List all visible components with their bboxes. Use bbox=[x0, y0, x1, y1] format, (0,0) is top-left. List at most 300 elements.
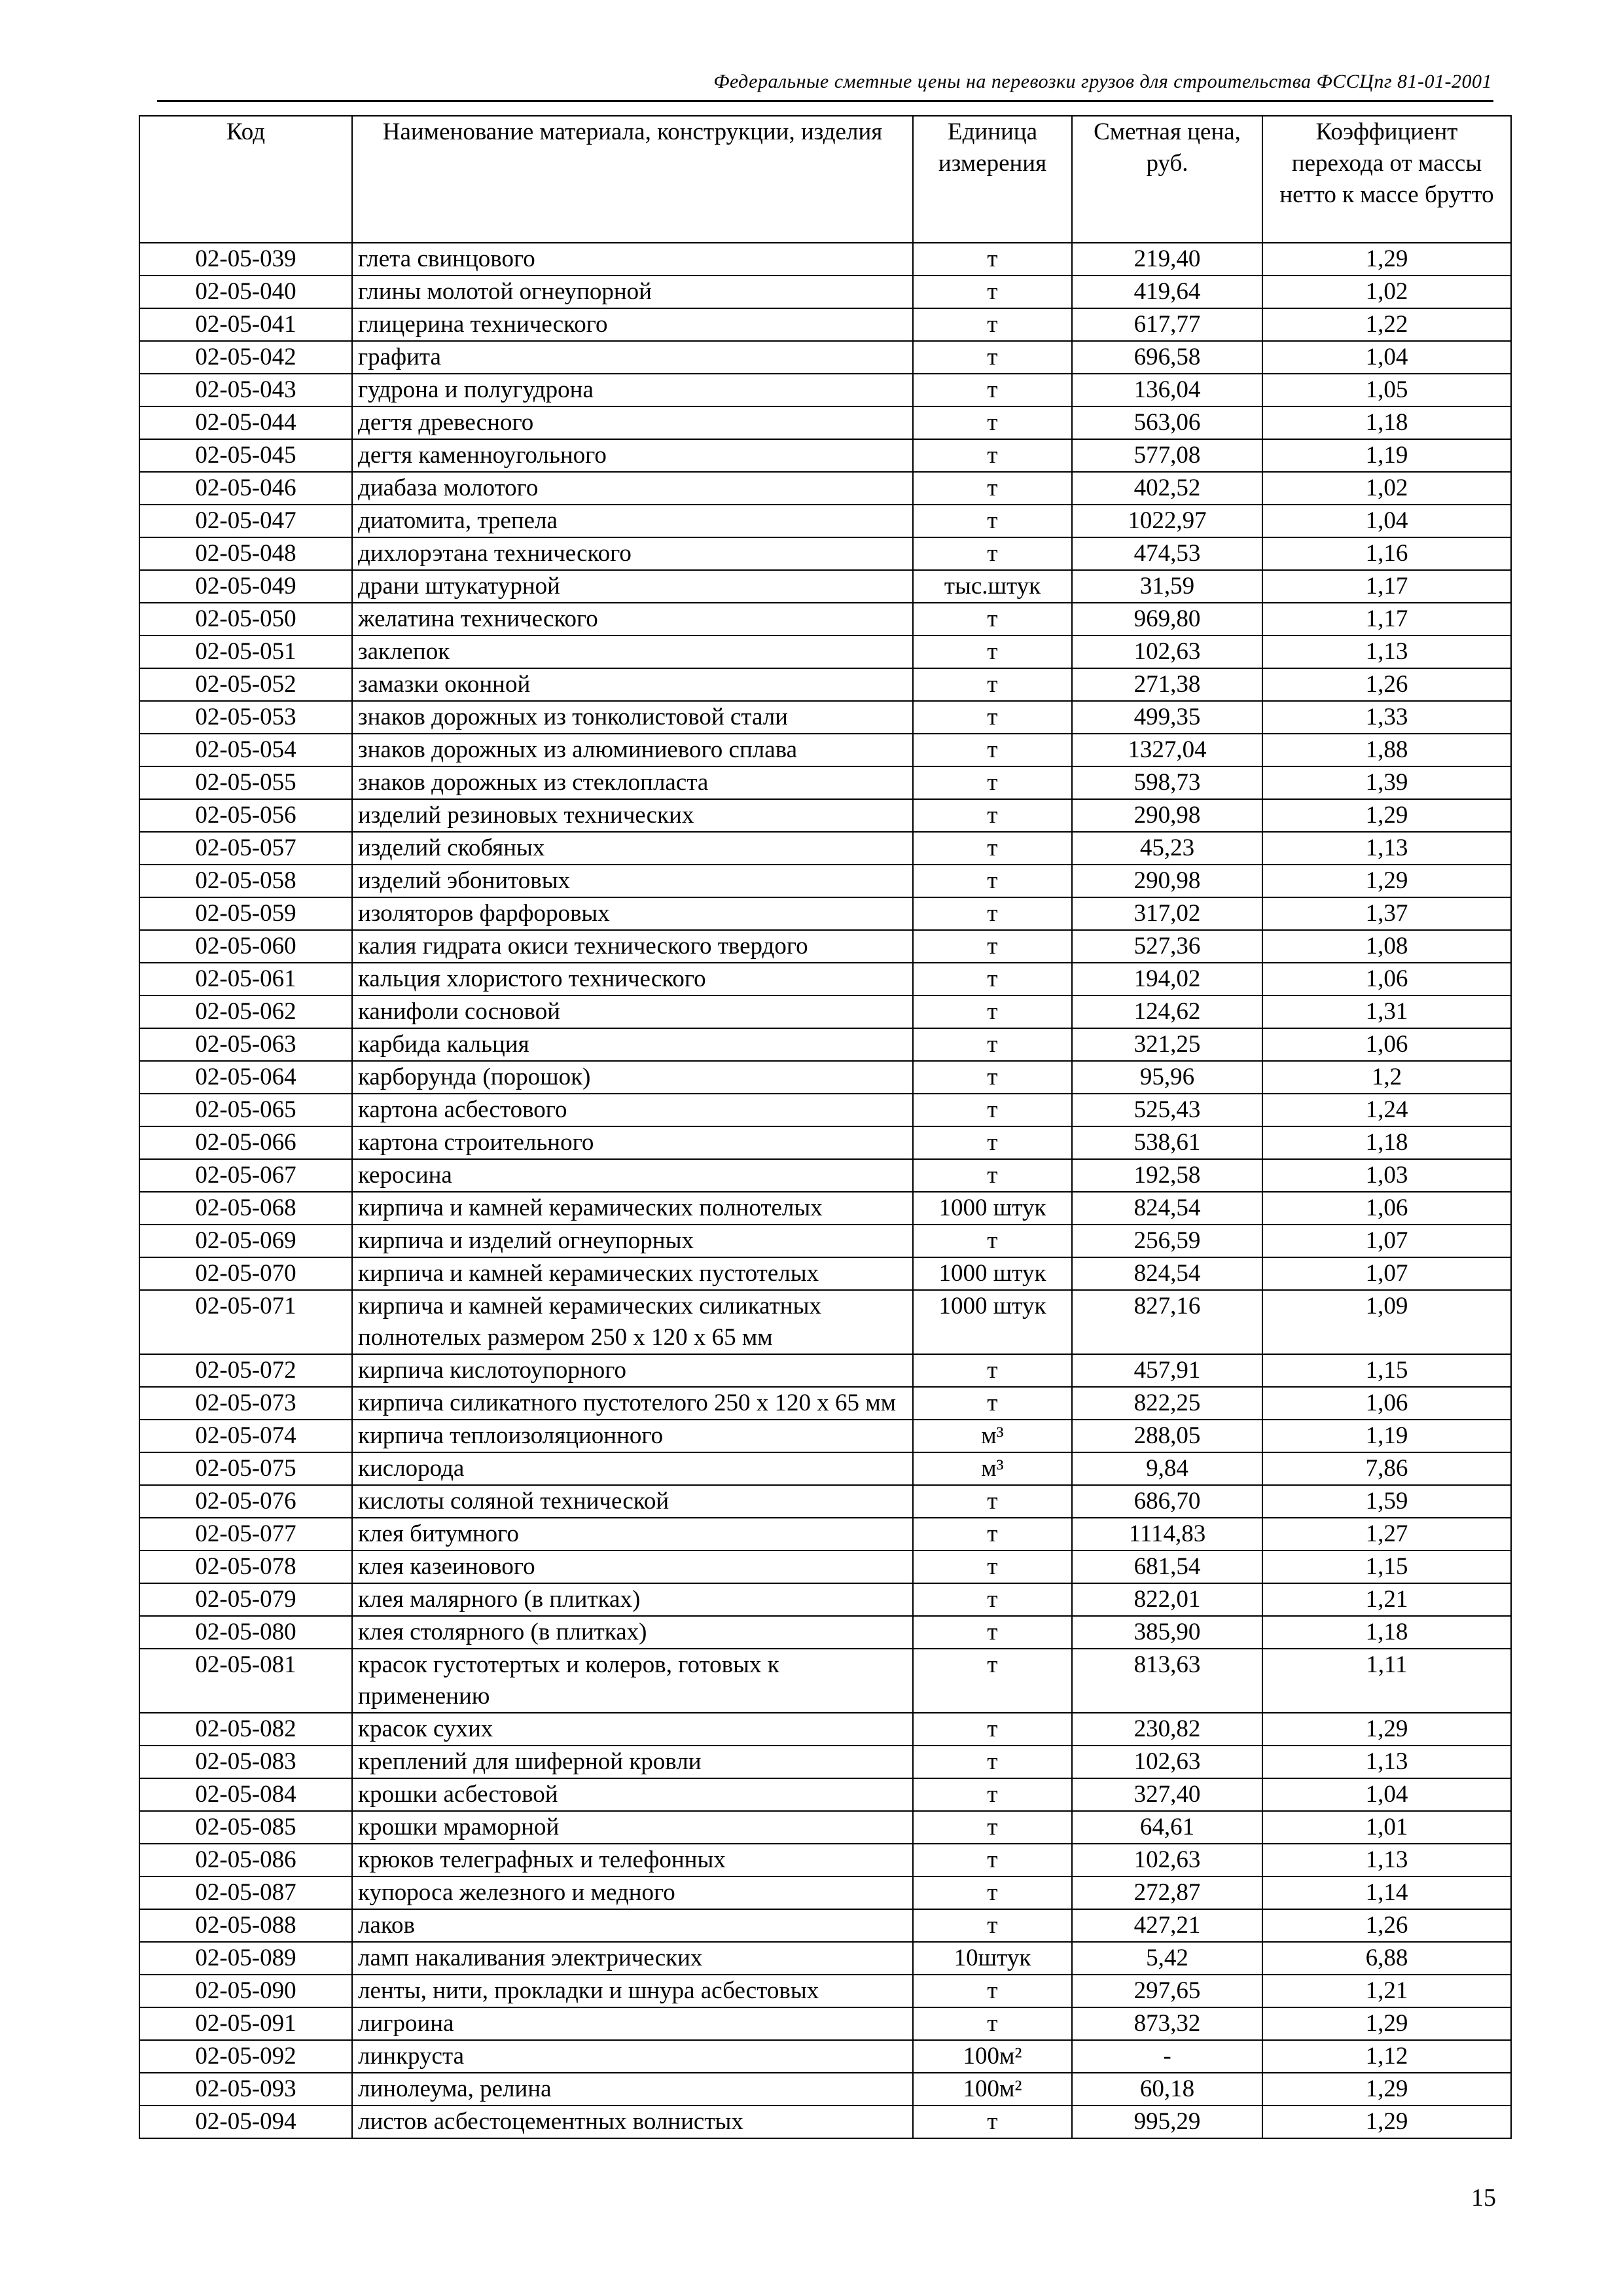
cell-unit: т bbox=[913, 308, 1072, 341]
cell-material-name: изделий резиновых технических bbox=[352, 799, 913, 832]
cell-coefficient: 1,31 bbox=[1262, 996, 1511, 1028]
cell-coefficient: 1,21 bbox=[1262, 1583, 1511, 1616]
cell-coefficient: 1,02 bbox=[1262, 472, 1511, 505]
cell-code: 02-05-053 bbox=[139, 701, 352, 734]
table-row bbox=[139, 996, 1511, 1028]
cell-code: 02-05-047 bbox=[139, 505, 352, 537]
cell-material-name: красок сухих bbox=[352, 1713, 913, 1746]
cell-material-name: кирпича и камней керамических пустотелых bbox=[352, 1257, 913, 1290]
cell-code: 02-05-056 bbox=[139, 799, 352, 832]
table-row bbox=[139, 1811, 1511, 1844]
cell-material-name: кирпича силикатного пустотелого 250 х 120 х 65 мм bbox=[352, 1387, 913, 1420]
cell-coefficient: 1,07 bbox=[1262, 1257, 1511, 1290]
column-header-coefficient: Коэффициент перехода от массы нетто к массе брутто bbox=[1262, 116, 1511, 243]
cell-unit: т bbox=[913, 505, 1072, 537]
cell-coefficient: 1,18 bbox=[1262, 406, 1511, 439]
cell-code: 02-05-083 bbox=[139, 1746, 352, 1778]
table-row bbox=[139, 1551, 1511, 1583]
cell-unit: т bbox=[913, 1126, 1072, 1159]
cell-material-name: красок густотертых и колеров, готовых к применению bbox=[352, 1649, 913, 1713]
cell-material-name: купороса железного и медного bbox=[352, 1876, 913, 1909]
table-row bbox=[139, 1485, 1511, 1518]
cell-code: 02-05-070 bbox=[139, 1257, 352, 1290]
cell-material-name: изоляторов фарфоровых bbox=[352, 897, 913, 930]
cell-code: 02-05-044 bbox=[139, 406, 352, 439]
cell-material-name: драни штукатурной bbox=[352, 570, 913, 603]
cell-material-name: знаков дорожных из стеклопласта bbox=[352, 766, 913, 799]
cell-material-name: изделий скобяных bbox=[352, 832, 913, 865]
cell-code: 02-05-062 bbox=[139, 996, 352, 1028]
cell-material-name: кальция хлористого технического bbox=[352, 963, 913, 996]
cell-code: 02-05-090 bbox=[139, 1975, 352, 2007]
table-row bbox=[139, 930, 1511, 963]
cell-unit: т bbox=[913, 2106, 1072, 2138]
cell-material-name: ленты, нити, прокладки и шнура асбестовых bbox=[352, 1975, 913, 2007]
cell-unit: тыс.штук bbox=[913, 570, 1072, 603]
cell-material-name: изделий эбонитовых bbox=[352, 865, 913, 897]
cell-price: 102,63 bbox=[1072, 636, 1262, 668]
cell-material-name: кирпича теплоизоляционного bbox=[352, 1420, 913, 1452]
cell-code: 02-05-076 bbox=[139, 1485, 352, 1518]
cell-price: 563,06 bbox=[1072, 406, 1262, 439]
cell-price: 527,36 bbox=[1072, 930, 1262, 963]
cell-material-name: графита bbox=[352, 341, 913, 374]
cell-price: 219,40 bbox=[1072, 243, 1262, 276]
cell-coefficient: 1,12 bbox=[1262, 2040, 1511, 2073]
cell-code: 02-05-075 bbox=[139, 1452, 352, 1485]
cell-code: 02-05-093 bbox=[139, 2073, 352, 2106]
cell-unit: т bbox=[913, 276, 1072, 308]
table-row bbox=[139, 2007, 1511, 2040]
cell-code: 02-05-048 bbox=[139, 537, 352, 570]
cell-price: 102,63 bbox=[1072, 1746, 1262, 1778]
cell-coefficient: 1,22 bbox=[1262, 308, 1511, 341]
cell-coefficient: 1,04 bbox=[1262, 505, 1511, 537]
cell-price: 64,61 bbox=[1072, 1811, 1262, 1844]
cell-coefficient: 1,18 bbox=[1262, 1126, 1511, 1159]
cell-price: 1022,97 bbox=[1072, 505, 1262, 537]
cell-material-name: лигроина bbox=[352, 2007, 913, 2040]
cell-code: 02-05-055 bbox=[139, 766, 352, 799]
cell-code: 02-05-039 bbox=[139, 243, 352, 276]
cell-material-name: кирпича кислотоупорного bbox=[352, 1354, 913, 1387]
cell-unit: т bbox=[913, 1485, 1072, 1518]
column-header-price: Сметная цена, руб. bbox=[1072, 116, 1262, 243]
cell-code: 02-05-087 bbox=[139, 1876, 352, 1909]
table-row bbox=[139, 701, 1511, 734]
cell-unit: т bbox=[913, 1028, 1072, 1061]
cell-unit: т bbox=[913, 1778, 1072, 1811]
cell-price: 969,80 bbox=[1072, 603, 1262, 636]
header-divider bbox=[157, 100, 1493, 102]
table-row bbox=[139, 766, 1511, 799]
cell-code: 02-05-080 bbox=[139, 1616, 352, 1649]
cell-unit: т bbox=[913, 341, 1072, 374]
cell-price: 272,87 bbox=[1072, 1876, 1262, 1909]
table-row bbox=[139, 1649, 1511, 1713]
cell-unit: т bbox=[913, 865, 1072, 897]
cell-price: 538,61 bbox=[1072, 1126, 1262, 1159]
table-row bbox=[139, 537, 1511, 570]
cell-unit: т bbox=[913, 636, 1072, 668]
cell-code: 02-05-067 bbox=[139, 1159, 352, 1192]
cell-price: 290,98 bbox=[1072, 865, 1262, 897]
cell-coefficient: 1,01 bbox=[1262, 1811, 1511, 1844]
table-row bbox=[139, 406, 1511, 439]
cell-material-name: знаков дорожных из тонколистовой стали bbox=[352, 701, 913, 734]
cell-coefficient: 1,29 bbox=[1262, 865, 1511, 897]
cell-price: 321,25 bbox=[1072, 1028, 1262, 1061]
cell-coefficient: 1,39 bbox=[1262, 766, 1511, 799]
cell-price: 45,23 bbox=[1072, 832, 1262, 865]
cell-unit: т bbox=[913, 1909, 1072, 1942]
cell-price: 136,04 bbox=[1072, 374, 1262, 406]
cell-material-name: калия гидрата окиси технического твердого bbox=[352, 930, 913, 963]
cell-code: 02-05-052 bbox=[139, 668, 352, 701]
cell-price: 192,58 bbox=[1072, 1159, 1262, 1192]
cell-unit: 10штук bbox=[913, 1942, 1072, 1975]
cell-code: 02-05-089 bbox=[139, 1942, 352, 1975]
cell-coefficient: 1,11 bbox=[1262, 1649, 1511, 1713]
cell-material-name: линолеума, релина bbox=[352, 2073, 913, 2106]
table-row bbox=[139, 1061, 1511, 1094]
cell-code: 02-05-094 bbox=[139, 2106, 352, 2138]
cell-coefficient: 1,05 bbox=[1262, 374, 1511, 406]
cell-code: 02-05-084 bbox=[139, 1778, 352, 1811]
cell-price: - bbox=[1072, 2040, 1262, 2073]
cell-code: 02-05-086 bbox=[139, 1844, 352, 1876]
cell-coefficient: 1,2 bbox=[1262, 1061, 1511, 1094]
table-row bbox=[139, 1583, 1511, 1616]
cell-unit: 1000 штук bbox=[913, 1290, 1072, 1354]
cell-unit: т bbox=[913, 1551, 1072, 1583]
page-number: 15 bbox=[1471, 2184, 1496, 2212]
cell-coefficient: 1,26 bbox=[1262, 668, 1511, 701]
cell-unit: 1000 штук bbox=[913, 1257, 1072, 1290]
cell-price: 813,63 bbox=[1072, 1649, 1262, 1713]
cell-price: 297,65 bbox=[1072, 1975, 1262, 2007]
cell-code: 02-05-072 bbox=[139, 1354, 352, 1387]
cell-material-name: креплений для шиферной кровли bbox=[352, 1746, 913, 1778]
cell-material-name: гудрона и полугудрона bbox=[352, 374, 913, 406]
cell-price: 681,54 bbox=[1072, 1551, 1262, 1583]
cell-price: 327,40 bbox=[1072, 1778, 1262, 1811]
cell-unit: м³ bbox=[913, 1420, 1072, 1452]
cell-code: 02-05-059 bbox=[139, 897, 352, 930]
cell-material-name: желатина технического bbox=[352, 603, 913, 636]
cell-coefficient: 1,29 bbox=[1262, 1713, 1511, 1746]
cell-price: 317,02 bbox=[1072, 897, 1262, 930]
cell-code: 02-05-043 bbox=[139, 374, 352, 406]
cell-price: 598,73 bbox=[1072, 766, 1262, 799]
cell-price: 427,21 bbox=[1072, 1909, 1262, 1942]
table-row bbox=[139, 308, 1511, 341]
table-row bbox=[139, 832, 1511, 865]
cell-price: 824,54 bbox=[1072, 1192, 1262, 1225]
cell-unit: т bbox=[913, 996, 1072, 1028]
cell-material-name: кирпича и камней керамических полнотелых bbox=[352, 1192, 913, 1225]
cell-coefficient: 1,29 bbox=[1262, 799, 1511, 832]
cell-price: 60,18 bbox=[1072, 2073, 1262, 2106]
cell-coefficient: 1,37 bbox=[1262, 897, 1511, 930]
cell-material-name: глицерина технического bbox=[352, 308, 913, 341]
cell-coefficient: 1,13 bbox=[1262, 832, 1511, 865]
cell-unit: т bbox=[913, 668, 1072, 701]
cell-coefficient: 1,19 bbox=[1262, 439, 1511, 472]
cell-material-name: клея столярного (в плитках) bbox=[352, 1616, 913, 1649]
cell-code: 02-05-078 bbox=[139, 1551, 352, 1583]
cell-coefficient: 1,15 bbox=[1262, 1354, 1511, 1387]
cell-code: 02-05-051 bbox=[139, 636, 352, 668]
cell-unit: т bbox=[913, 1975, 1072, 2007]
cell-coefficient: 1,02 bbox=[1262, 276, 1511, 308]
cell-coefficient: 1,29 bbox=[1262, 2007, 1511, 2040]
table-row bbox=[139, 1290, 1511, 1354]
cell-price: 31,59 bbox=[1072, 570, 1262, 603]
cell-code: 02-05-074 bbox=[139, 1420, 352, 1452]
cell-unit: т bbox=[913, 1746, 1072, 1778]
cell-coefficient: 1,29 bbox=[1262, 2073, 1511, 2106]
cell-coefficient: 1,13 bbox=[1262, 1844, 1511, 1876]
cell-price: 290,98 bbox=[1072, 799, 1262, 832]
cell-material-name: карбида кальция bbox=[352, 1028, 913, 1061]
table-row bbox=[139, 1844, 1511, 1876]
table-row bbox=[139, 1713, 1511, 1746]
table-row bbox=[139, 1387, 1511, 1420]
cell-material-name: диабаза молотого bbox=[352, 472, 913, 505]
cell-unit: т bbox=[913, 472, 1072, 505]
cell-price: 256,59 bbox=[1072, 1225, 1262, 1257]
cell-code: 02-05-042 bbox=[139, 341, 352, 374]
cell-unit: т bbox=[913, 406, 1072, 439]
cell-material-name: глины молотой огнеупорной bbox=[352, 276, 913, 308]
cell-unit: т bbox=[913, 701, 1072, 734]
table-row bbox=[139, 1616, 1511, 1649]
cell-unit: т bbox=[913, 1094, 1072, 1126]
table-row bbox=[139, 341, 1511, 374]
cell-coefficient: 7,86 bbox=[1262, 1452, 1511, 1485]
cell-unit: т bbox=[913, 1518, 1072, 1551]
table-row bbox=[139, 799, 1511, 832]
cell-unit: 100м² bbox=[913, 2073, 1072, 2106]
cell-coefficient: 1,59 bbox=[1262, 1485, 1511, 1518]
cell-price: 827,16 bbox=[1072, 1290, 1262, 1354]
cell-unit: т bbox=[913, 1583, 1072, 1616]
cell-unit: т bbox=[913, 439, 1072, 472]
cell-code: 02-05-045 bbox=[139, 439, 352, 472]
cell-code: 02-05-092 bbox=[139, 2040, 352, 2073]
cell-coefficient: 6,88 bbox=[1262, 1942, 1511, 1975]
cell-price: 686,70 bbox=[1072, 1485, 1262, 1518]
cell-material-name: дегтя каменноугольного bbox=[352, 439, 913, 472]
table-row bbox=[139, 1452, 1511, 1485]
table-row bbox=[139, 1126, 1511, 1159]
cell-code: 02-05-082 bbox=[139, 1713, 352, 1746]
cell-coefficient: 1,21 bbox=[1262, 1975, 1511, 2007]
table-row bbox=[139, 2040, 1511, 2073]
cell-price: 822,01 bbox=[1072, 1583, 1262, 1616]
cell-material-name: кислоты соляной технической bbox=[352, 1485, 913, 1518]
cell-coefficient: 1,17 bbox=[1262, 570, 1511, 603]
cell-price: 102,63 bbox=[1072, 1844, 1262, 1876]
table-row bbox=[139, 636, 1511, 668]
cell-code: 02-05-063 bbox=[139, 1028, 352, 1061]
document-header-title: Федеральные сметные цены на перевозки грузов для строительства ФССЦпг 81-01-2001 bbox=[713, 71, 1492, 92]
cell-price: 525,43 bbox=[1072, 1094, 1262, 1126]
cell-unit: 1000 штук bbox=[913, 1192, 1072, 1225]
cell-unit: т bbox=[913, 1061, 1072, 1094]
cell-price: 1327,04 bbox=[1072, 734, 1262, 766]
cell-price: 696,58 bbox=[1072, 341, 1262, 374]
cell-coefficient: 1,06 bbox=[1262, 1387, 1511, 1420]
cell-material-name: кислорода bbox=[352, 1452, 913, 1485]
table-row bbox=[139, 1159, 1511, 1192]
cell-coefficient: 1,16 bbox=[1262, 537, 1511, 570]
cell-code: 02-05-077 bbox=[139, 1518, 352, 1551]
cell-material-name: крошки асбестовой bbox=[352, 1778, 913, 1811]
cell-material-name: картона асбестового bbox=[352, 1094, 913, 1126]
cell-coefficient: 1,04 bbox=[1262, 341, 1511, 374]
table-row bbox=[139, 505, 1511, 537]
table-row bbox=[139, 570, 1511, 603]
cell-code: 02-05-071 bbox=[139, 1290, 352, 1354]
cell-coefficient: 1,27 bbox=[1262, 1518, 1511, 1551]
cell-unit: т bbox=[913, 897, 1072, 930]
cell-unit: т bbox=[913, 1387, 1072, 1420]
cell-unit: т bbox=[913, 1354, 1072, 1387]
cell-price: 822,25 bbox=[1072, 1387, 1262, 1420]
cell-material-name: дегтя древесного bbox=[352, 406, 913, 439]
table-row bbox=[139, 1746, 1511, 1778]
cell-code: 02-05-066 bbox=[139, 1126, 352, 1159]
cell-price: 617,77 bbox=[1072, 308, 1262, 341]
cell-coefficient: 1,26 bbox=[1262, 1909, 1511, 1942]
cell-material-name: картона строительного bbox=[352, 1126, 913, 1159]
cell-price: 419,64 bbox=[1072, 276, 1262, 308]
cell-unit: т bbox=[913, 734, 1072, 766]
cell-material-name: глета свинцового bbox=[352, 243, 913, 276]
cell-code: 02-05-050 bbox=[139, 603, 352, 636]
cell-code: 02-05-061 bbox=[139, 963, 352, 996]
cell-unit: т bbox=[913, 537, 1072, 570]
cell-material-name: крошки мраморной bbox=[352, 1811, 913, 1844]
cell-material-name: карборунда (порошок) bbox=[352, 1061, 913, 1094]
cell-code: 02-05-068 bbox=[139, 1192, 352, 1225]
cell-unit: т bbox=[913, 1811, 1072, 1844]
cell-coefficient: 1,09 bbox=[1262, 1290, 1511, 1354]
cell-price: 995,29 bbox=[1072, 2106, 1262, 2138]
cell-price: 230,82 bbox=[1072, 1713, 1262, 1746]
cell-coefficient: 1,18 bbox=[1262, 1616, 1511, 1649]
table-row bbox=[139, 897, 1511, 930]
cell-coefficient: 1,04 bbox=[1262, 1778, 1511, 1811]
cell-unit: т bbox=[913, 799, 1072, 832]
table-row bbox=[139, 1257, 1511, 1290]
cell-code: 02-05-081 bbox=[139, 1649, 352, 1713]
cell-material-name: канифоли сосновой bbox=[352, 996, 913, 1028]
cell-unit: т bbox=[913, 2007, 1072, 2040]
cell-material-name: линкруста bbox=[352, 2040, 913, 2073]
cell-material-name: диатомита, трепела bbox=[352, 505, 913, 537]
cell-price: 577,08 bbox=[1072, 439, 1262, 472]
cell-unit: м³ bbox=[913, 1452, 1072, 1485]
cell-coefficient: 1,07 bbox=[1262, 1225, 1511, 1257]
cell-coefficient: 1,29 bbox=[1262, 243, 1511, 276]
cell-unit: т bbox=[913, 1713, 1072, 1746]
cell-unit: т bbox=[913, 832, 1072, 865]
cell-material-name: лаков bbox=[352, 1909, 913, 1942]
cell-unit: т bbox=[913, 963, 1072, 996]
cell-material-name: кирпича и камней керамических силикатных полнотелых размером 250 х 120 х 65 мм bbox=[352, 1290, 913, 1354]
table-row bbox=[139, 1094, 1511, 1126]
table-row bbox=[139, 1876, 1511, 1909]
table-header-row bbox=[139, 116, 1511, 243]
cell-unit: т bbox=[913, 1876, 1072, 1909]
cell-code: 02-05-079 bbox=[139, 1583, 352, 1616]
cell-code: 02-05-065 bbox=[139, 1094, 352, 1126]
cell-code: 02-05-091 bbox=[139, 2007, 352, 2040]
cell-coefficient: 1,24 bbox=[1262, 1094, 1511, 1126]
table-row bbox=[139, 472, 1511, 505]
table-row bbox=[139, 963, 1511, 996]
cell-price: 271,38 bbox=[1072, 668, 1262, 701]
table-row bbox=[139, 243, 1511, 276]
cell-code: 02-05-046 bbox=[139, 472, 352, 505]
table-row bbox=[139, 1975, 1511, 2007]
cell-material-name: керосина bbox=[352, 1159, 913, 1192]
cell-price: 95,96 bbox=[1072, 1061, 1262, 1094]
cell-code: 02-05-049 bbox=[139, 570, 352, 603]
cell-material-name: замазки оконной bbox=[352, 668, 913, 701]
cell-price: 385,90 bbox=[1072, 1616, 1262, 1649]
table-row bbox=[139, 734, 1511, 766]
cell-price: 9,84 bbox=[1072, 1452, 1262, 1485]
table-row bbox=[139, 2073, 1511, 2106]
table-row bbox=[139, 1942, 1511, 1975]
cell-unit: т bbox=[913, 1225, 1072, 1257]
cell-coefficient: 1,17 bbox=[1262, 603, 1511, 636]
cell-unit: т bbox=[913, 1649, 1072, 1713]
cell-price: 457,91 bbox=[1072, 1354, 1262, 1387]
cell-coefficient: 1,29 bbox=[1262, 2106, 1511, 2138]
cell-unit: т bbox=[913, 374, 1072, 406]
cell-coefficient: 1,13 bbox=[1262, 636, 1511, 668]
cell-unit: т bbox=[913, 243, 1072, 276]
cell-code: 02-05-058 bbox=[139, 865, 352, 897]
cell-price: 5,42 bbox=[1072, 1942, 1262, 1975]
cell-coefficient: 1,06 bbox=[1262, 1192, 1511, 1225]
cell-code: 02-05-073 bbox=[139, 1387, 352, 1420]
cell-code: 02-05-040 bbox=[139, 276, 352, 308]
cell-material-name: крюков телеграфных и телефонных bbox=[352, 1844, 913, 1876]
price-table bbox=[139, 115, 1512, 2139]
cell-code: 02-05-057 bbox=[139, 832, 352, 865]
cell-coefficient: 1,19 bbox=[1262, 1420, 1511, 1452]
cell-coefficient: 1,08 bbox=[1262, 930, 1511, 963]
cell-price: 402,52 bbox=[1072, 472, 1262, 505]
cell-unit: т bbox=[913, 766, 1072, 799]
cell-price: 194,02 bbox=[1072, 963, 1262, 996]
cell-price: 124,62 bbox=[1072, 996, 1262, 1028]
table-row bbox=[139, 1909, 1511, 1942]
cell-price: 474,53 bbox=[1072, 537, 1262, 570]
cell-unit: т bbox=[913, 1159, 1072, 1192]
cell-material-name: дихлорэтана технического bbox=[352, 537, 913, 570]
table-row bbox=[139, 603, 1511, 636]
cell-material-name: ламп накаливания электрических bbox=[352, 1942, 913, 1975]
table-row bbox=[139, 2106, 1511, 2138]
table-row bbox=[139, 439, 1511, 472]
